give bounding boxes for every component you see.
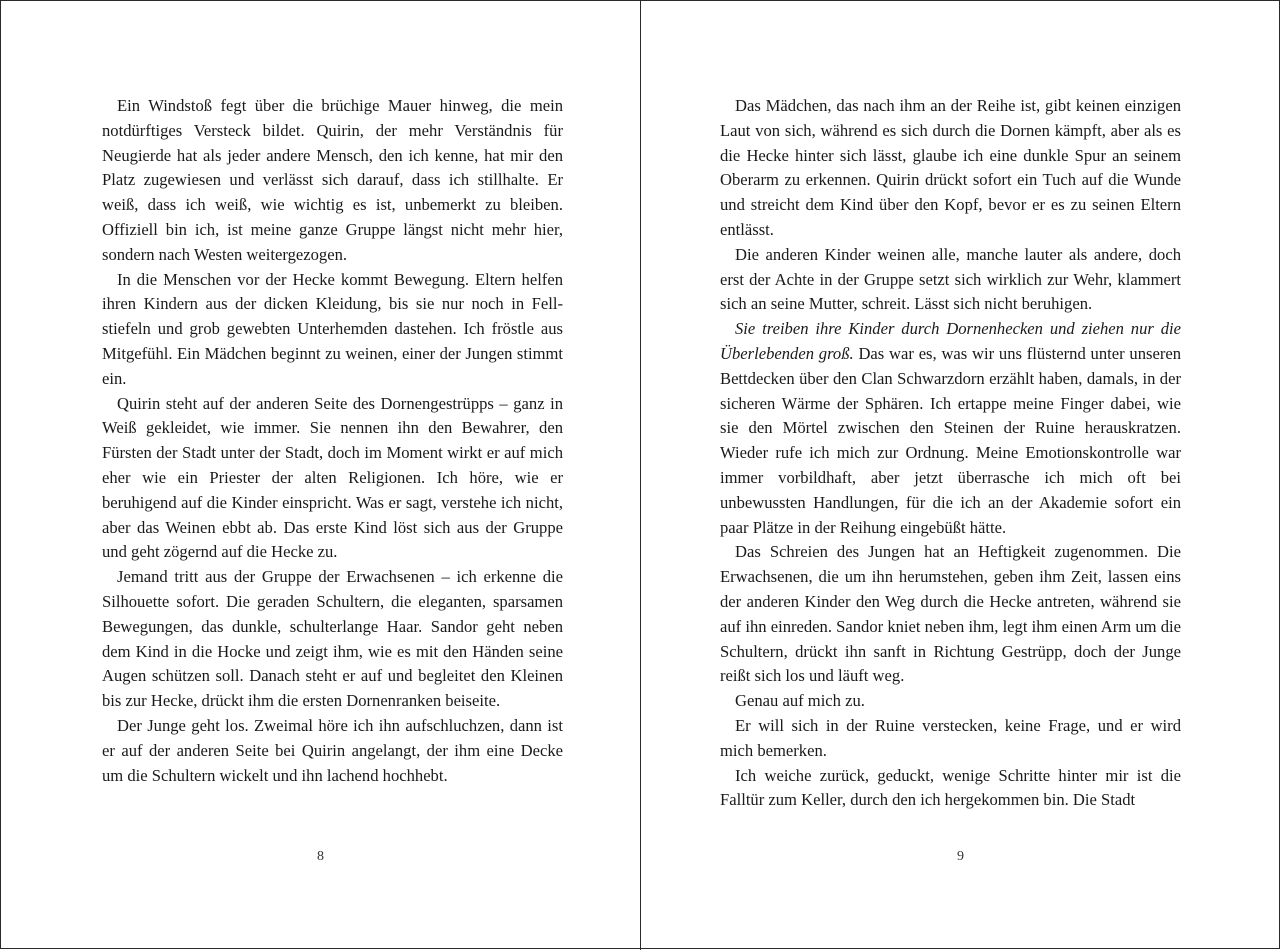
paragraph: Er will sich in der Ruine verstecken, keine Frage, und er wird mich bemerken. bbox=[720, 715, 1181, 760]
paragraph: Das Schreien des Jungen hat an Heftigkeit zugenommen. Die Erwachsenen, die um ihn herumstehen, geben ihm Zeit, lassen eins der anderen Kinder den Weg durch die Hecke antreten, während sie auf ihn einreden. Sandor kniet neben ihm, legt ihm einen Arm um die Schultern, drückt ihn sanft in Richtung Gestrüpp, doch der Junge reißt sich los und läuft weg. bbox=[720, 542, 1181, 686]
paragraph: Das Mädchen, das nach ihm an der Reihe ist, gibt keinen einzigen Laut von sich, während es sich durch die Dornen kämpft, aber als es die Hecke hinter sich lässt, glaube ich eine dunkle Spur an seinem Oberarm zu erkennen. Quirin drückt sofort ein Tuch auf die Wunde und streicht dem Kind über den Kopf, bevor er es zu seinen Eltern entlässt. bbox=[720, 96, 1181, 239]
paragraph: Der Junge geht los. Zweimal höre ich ihn aufschluchzen, dann ist er auf der anderen Seite bei Quirin angelangt, der ihm eine Decke um die Schultern wickelt und ihn lachend hochhebt. bbox=[102, 715, 563, 785]
right-page-text bbox=[720, 94, 1181, 813]
paragraph: In die Menschen vor der Hecke kommt Bewegung. Eltern helfen ihren Kindern aus der dicken Kleidung, bis sie nur noch in Fellstiefeln und grob gewebten Unterhemden dastehen. Ich fröstle aus Mitgefühl. Ein Mädchen beginnt zu weinen, einer der Jungen stimmt ein. bbox=[102, 269, 563, 388]
paragraph: Ein Windstoß fegt über die brüchige Mauer hinweg, die mein notdürftiges Versteck bildet. Quirin, der mehr Verständnis für Neugierde hat als jeder andere Mensch, den ich kenne, hat mir den Platz zugewiesen und verlässt sich darauf, dass ich stillhalte. Er weiß, dass ich weiß, wie wichtig es ist, unbemerkt zu bleiben. Offiziell bin ich, ist meine ganze Gruppe längst nicht mehr hier, sondern nach Westen weitergezogen. bbox=[102, 96, 563, 264]
left-page-text bbox=[102, 94, 563, 788]
page-number: 9 bbox=[957, 849, 964, 864]
left-page bbox=[1, 1, 640, 950]
paragraph: Die anderen Kinder weinen alle, manche lauter als andere, doch erst der Achte in der Gruppe setzt sich wirklich zur Wehr, klammert sich an seine Mutter, schreit. Lässt sich nicht beruhigen. bbox=[720, 244, 1181, 314]
right-page bbox=[641, 1, 1280, 950]
paragraph: Ich weiche zurück, geduckt, wenige Schritte hinter mir ist die Falltür zum Keller, durch den ich hergekommen bin. Die Stadt bbox=[720, 765, 1181, 810]
page-number: 8 bbox=[317, 849, 324, 864]
paragraph bbox=[720, 317, 1181, 540]
paragraph-continuation: Das war es, was wir uns flüsternd unter unseren Bettdecken über den Clan Schwarzdorn erzählt haben, damals, in der sicheren Wärme der Sphären. Ich ertappe meine Finger dabei, wie sie den Mörtel zwischen den Steinen der Ruine herauskratzen. Wieder rufe ich mich zur Ordnung. Meine Emotionskontrolle war immer vorbildhaft, aber jetzt überrasche ich mich oft bei unbewussten Handlungen, für die ich an der Akademie sofort ein paar Plätze in der Reihung eingebüßt hätte. bbox=[720, 343, 1182, 537]
italic-quote: Sie treiben ihre Kinder durch Dornenhecken und ziehen nur die Überlebenden groß. bbox=[720, 319, 1181, 363]
paragraph: Jemand tritt aus der Gruppe der Erwachsenen – ich erkenne die Silhouette sofort. Die geraden Schultern, die eleganten, sparsamen Bewegungen, das dunkle, schulterlange Haar. Sandor geht neben dem Kind in die Hocke und zeigt ihm, wie es mit den Händen seine Augen schützen soll. Danach steht er auf und begleitet den Kleinen bis zur Hecke, drückt ihm die ersten Dornenranken beiseite. bbox=[102, 567, 563, 711]
paragraph: Genau auf mich zu. bbox=[735, 691, 865, 711]
paragraph: Quirin steht auf der anderen Seite des Dornengestrüpps – ganz in Weiß gekleidet, wie immer. Sie nennen ihn den Bewahrer, den Fürsten der Stadt unter der Stadt, doch im Moment wirkt er auf mich eher wie ein Priester der alten Religionen. Ich höre, wie er beruhigend auf die Kinder einspricht. Was er sagt, verstehe ich nicht, aber das Weinen ebbt ab. Das erste Kind löst sich aus der Gruppe und geht zögernd auf die Hecke zu. bbox=[102, 393, 563, 562]
